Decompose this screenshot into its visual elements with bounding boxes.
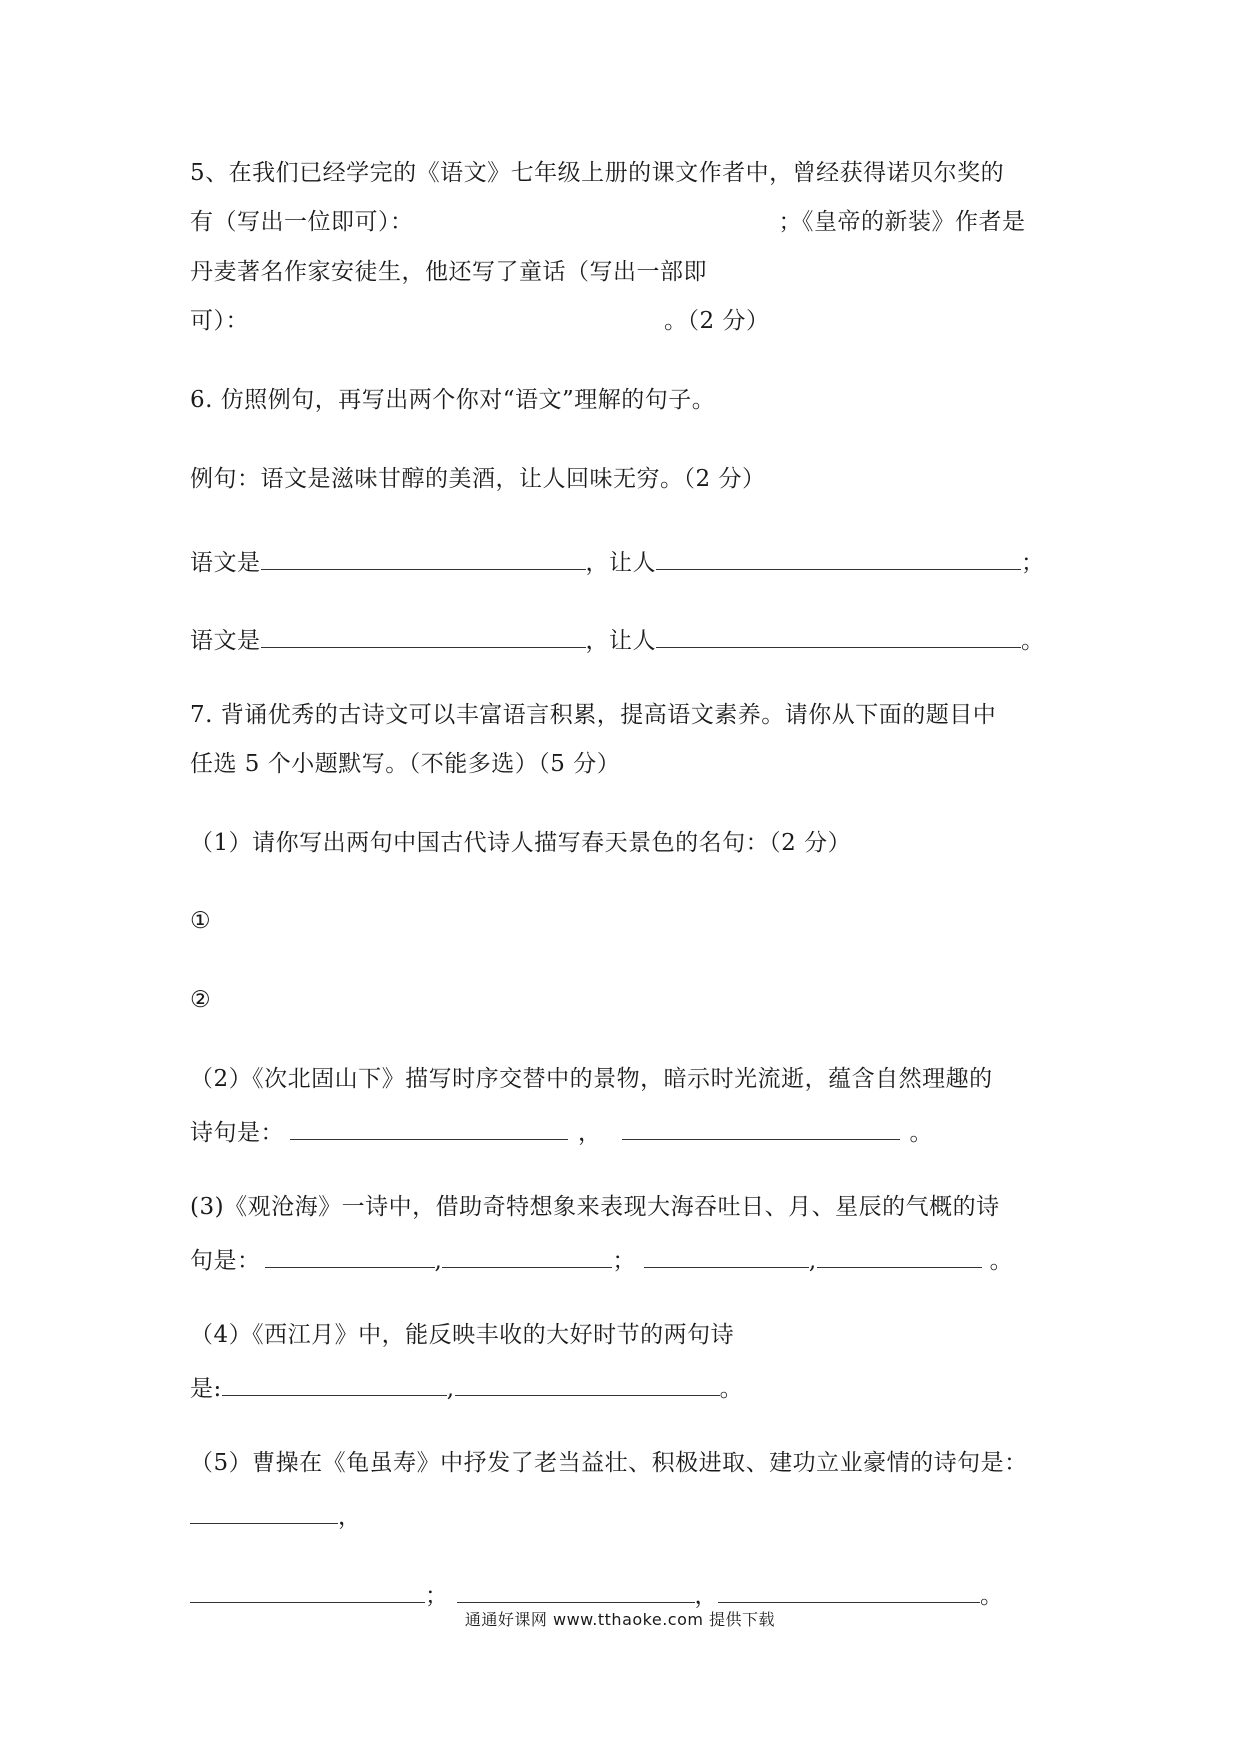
q6-lead-text: 语文是 bbox=[190, 550, 261, 577]
q7-circle-1: ① bbox=[190, 908, 212, 934]
q6-mid-text: ，让人 bbox=[585, 550, 656, 577]
q6-answer-2 bbox=[190, 623, 1045, 656]
q6-lead-text: 语文是 bbox=[190, 628, 261, 655]
q7-sub-3-blank-2 bbox=[442, 1243, 612, 1268]
q7-sub-5-line-1: （5）曹操在《龟虽寿》中抒发了老当益壮、积极进取、建功立业豪情的诗句是： bbox=[190, 1450, 1028, 1476]
q6-example: 例句：语文是滋味甘醇的美酒，让人回味无穷。（2 分） bbox=[190, 466, 766, 492]
q7-sub-4-line-2 bbox=[190, 1371, 743, 1404]
q7-sub-5-line-3 bbox=[190, 1578, 1004, 1611]
q6-answer-1 bbox=[190, 545, 1045, 578]
q7-sub-3-blank-1 bbox=[265, 1243, 435, 1268]
q5-prompt-fairy-tale: 可）： bbox=[190, 308, 249, 334]
q5-prompt-andersen: ；《皇帝的新装》作者是 bbox=[778, 209, 1026, 235]
q5-line-3: 丹麦著名作家安徒生，他还写了童话（写出一部即 bbox=[190, 259, 707, 285]
q6-blank-2b bbox=[656, 623, 1021, 648]
q7-sub-5-blank-2 bbox=[190, 1578, 425, 1603]
q7-sub-3-semicolon: ； bbox=[612, 1248, 636, 1275]
q7-sub-3-line-2 bbox=[190, 1243, 1013, 1276]
q7-sub-5-comma-1: ， bbox=[338, 1504, 362, 1531]
q7-sub-2-blank-1 bbox=[290, 1115, 568, 1140]
q5-line-4 bbox=[190, 308, 769, 336]
q7-sub-4-line-1: （4）《西江月》中，能反映丰收的大好时节的两句诗 bbox=[190, 1322, 735, 1348]
q7-sub-3-comma-1: , bbox=[434, 1248, 443, 1275]
q6-title: 6. 仿照例句，再写出两个你对“语文”理解的句子。 bbox=[190, 387, 716, 413]
q7-line-1: 7. 背诵优秀的古诗文可以丰富语言积累，提高语文素养。请你从下面的题目中 bbox=[190, 702, 997, 728]
q7-sub-5-line-2 bbox=[190, 1499, 362, 1532]
q6-blank-1a bbox=[261, 545, 586, 570]
q7-sub-4-lead: 是: bbox=[190, 1376, 222, 1403]
q7-circle-2: ② bbox=[190, 987, 212, 1013]
q5-score: 。（2 分） bbox=[664, 308, 770, 334]
q7-sub-2-line-1: （2）《次北固山下》描写时序交替中的景物，暗示时光流逝，蕴含自然理趣的 bbox=[190, 1066, 993, 1092]
footer-source: 通通好课网 www.tthaoke.com 提供下载 bbox=[464, 1610, 776, 1629]
q7-sub-2-comma: ， bbox=[578, 1120, 602, 1147]
q7-sub-3-comma-2: , bbox=[808, 1248, 817, 1275]
q7-sub-5-comma-2: ， bbox=[694, 1583, 718, 1610]
q7-sub-3-lead: 句是： bbox=[190, 1248, 261, 1275]
q5-line-2 bbox=[190, 209, 1026, 237]
q7-sub-5-blank-1 bbox=[190, 1499, 338, 1524]
q7-sub-3-period: 。 bbox=[989, 1248, 1014, 1275]
q6-end-text: 。 bbox=[1021, 628, 1045, 655]
q5-line-1: 5、在我们已经学完的《语文》七年级上册的课文作者中，曾经获得诺贝尔奖的 bbox=[190, 160, 1005, 186]
q6-end-text: ； bbox=[1021, 550, 1045, 577]
q7-sub-2-lead: 诗句是： bbox=[190, 1120, 284, 1147]
q6-mid-text: ，让人 bbox=[585, 628, 656, 655]
q7-sub-5-period: 。 bbox=[980, 1583, 1004, 1610]
q7-sub-4-blank-2 bbox=[455, 1371, 720, 1396]
q7-sub-5-blank-4 bbox=[718, 1578, 980, 1603]
q7-sub-2-blank-2 bbox=[622, 1115, 900, 1140]
q5-prompt-nobel: 有（写出一位即可）： bbox=[190, 209, 414, 235]
q7-sub-3-line-1: (3)《观沧海》一诗中，借助奇特想象来表现大海吞吐日、月、星辰的气概的诗 bbox=[190, 1194, 1000, 1220]
q7-sub-4-blank-1 bbox=[222, 1371, 447, 1396]
q6-blank-2a bbox=[261, 623, 586, 648]
q7-sub-5-semicolon: ； bbox=[425, 1583, 449, 1610]
q7-sub-3-blank-4 bbox=[817, 1243, 982, 1268]
q7-sub-5-blank-3 bbox=[457, 1578, 695, 1603]
q7-sub-4-comma: , bbox=[446, 1376, 455, 1403]
q6-blank-1b bbox=[656, 545, 1021, 570]
q7-sub-1: （1）请你写出两句中国古代诗人描写春天景色的名句：（2 分） bbox=[190, 830, 852, 856]
q7-sub-2-period: 。 bbox=[909, 1120, 933, 1147]
q7-sub-4-period: 。 bbox=[719, 1376, 744, 1403]
q7-sub-3-blank-3 bbox=[644, 1243, 809, 1268]
q7-line-2: 任选 5 个小题默写。（不能多选）（5 分） bbox=[190, 751, 621, 777]
q7-sub-2-line-2 bbox=[190, 1115, 933, 1148]
